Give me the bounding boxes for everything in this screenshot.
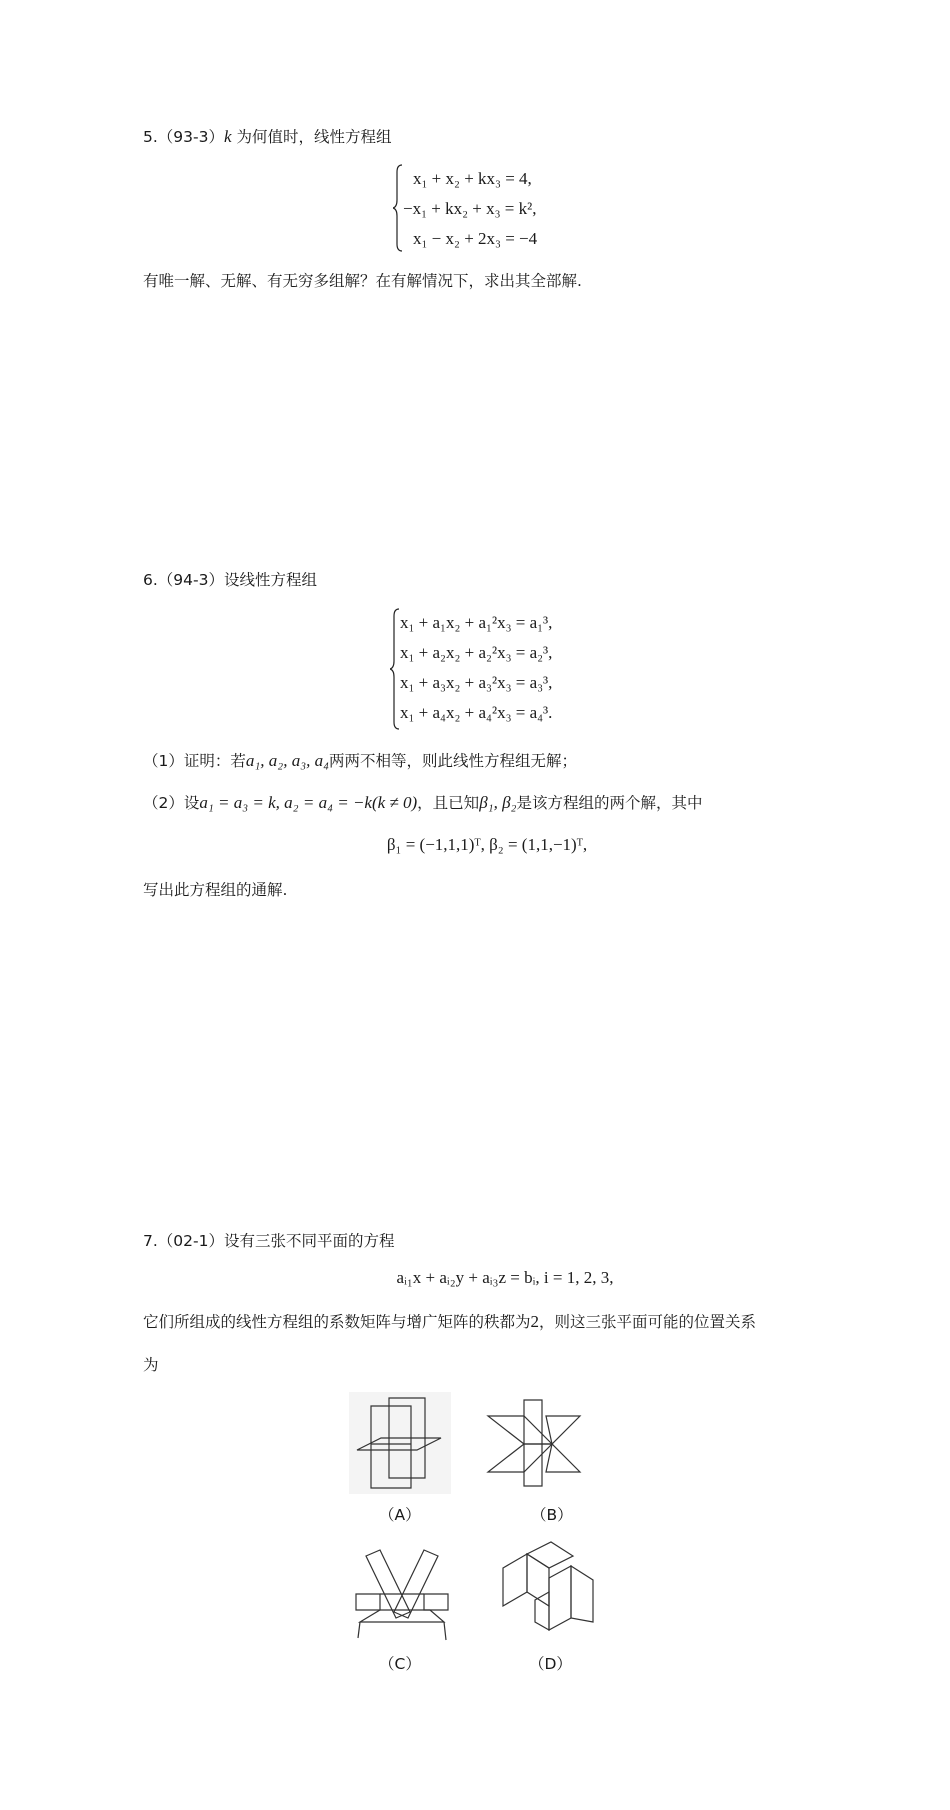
q7-plane-equation: aᵢ₁x + aᵢ₂y + aᵢ₃z = bᵢ, i = 1, 2, 3,	[396, 1268, 614, 1287]
q6-part2	[143, 792, 702, 814]
q7-text-line1	[143, 1311, 756, 1333]
figure-c-caption: （C）	[379, 1655, 421, 1673]
figure-d-caption: （D）	[529, 1655, 572, 1673]
q7-rank: 2	[530, 1312, 540, 1331]
q7-text-line2: 为	[143, 1356, 159, 1374]
q6-part2-rest: 是该方程组的两个解，其中	[516, 794, 703, 812]
q6-part1	[143, 750, 577, 772]
q6-part1-math: a₁, a₂, a₃, a₄	[245, 751, 330, 770]
q6-part2-betas: β₁, β₂	[479, 793, 517, 812]
q5-var-k: k	[223, 127, 232, 146]
q6-betas-equation: β₁ = (−1,1,1)ᵀ, β₂ = (1,1,−1)ᵀ,	[386, 835, 588, 854]
q6-brace	[390, 608, 400, 730]
q6-eq-2: x₁ + a₂x₂ + a₂²x₃ = a₂³,	[400, 643, 553, 662]
q7-title: 7.（02-1）设有三张不同平面的方程	[143, 1232, 395, 1250]
figure-b-planes	[486, 1398, 586, 1490]
figure-a-caption: （A）	[379, 1506, 421, 1524]
q5-eq-2: −x₁ + kx₂ + x₃ = k²,	[403, 199, 537, 218]
q6-ending: 写出此方程组的通解.	[143, 881, 288, 899]
q7-text-a: 它们所组成的线性方程组的系数矩阵与增广矩阵的秩都为	[143, 1313, 531, 1331]
q6-part2-math: a₁ = a₃ = k, a₂ = a₄ = −k(k ≠ 0)	[199, 793, 418, 812]
figure-a-planes	[349, 1392, 451, 1494]
q5-question: 有唯一解、无解、有无穷多组解？在有解情况下，求出其全部解.	[143, 272, 582, 290]
q6-eq-4: x₁ + a₄x₂ + a₄²x₃ = a₄³.	[400, 703, 553, 722]
q6-eq-3: x₁ + a₃x₂ + a₃²x₃ = a₃³,	[400, 673, 553, 692]
q5-eq-1: x₁ + x₂ + kx₃ = 4,	[413, 169, 532, 188]
q5-brace	[393, 164, 403, 252]
q7-text-b: ，则这三张平面可能的位置关系	[539, 1313, 757, 1331]
figure-c-planes	[352, 1546, 452, 1646]
q6-part1-rest: 两两不相等，则此线性方程组无解；	[329, 752, 578, 770]
q6-title: 6.（94-3）设线性方程组	[143, 571, 317, 589]
q6-part2-mid: ，且已知	[417, 794, 480, 812]
q5-title-line	[143, 126, 391, 148]
q6-part2-label: （2）设	[143, 794, 200, 812]
q5-eq-3: x₁ − x₂ + 2x₃ = −4	[413, 229, 538, 248]
q6-eq-1: x₁ + a₁x₂ + a₁²x₃ = a₁³,	[400, 613, 553, 632]
figure-d-planes	[501, 1540, 597, 1638]
q5-number: 5.（93-3）	[143, 128, 224, 146]
figure-b-caption: （B）	[531, 1506, 573, 1524]
q5-title-rest: 为何值时，线性方程组	[236, 128, 392, 146]
q6-part1-label: （1）证明：若	[143, 752, 246, 770]
